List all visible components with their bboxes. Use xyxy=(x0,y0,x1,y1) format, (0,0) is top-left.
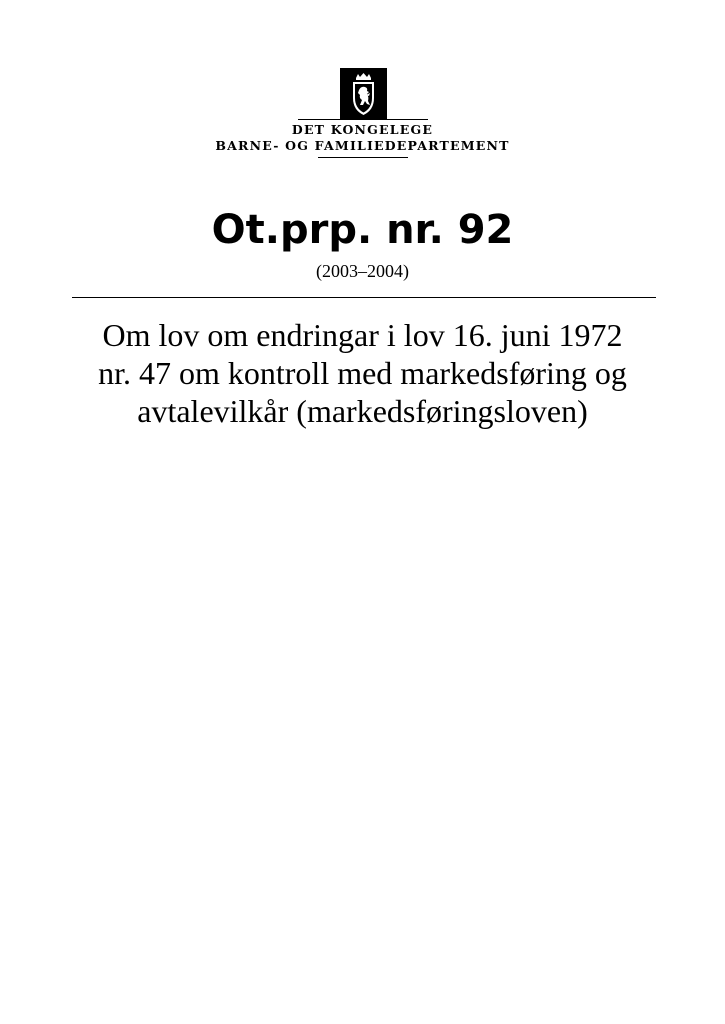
department-name-line1: DET KONGELEGE xyxy=(291,122,434,137)
crest-bottom-rule xyxy=(318,157,408,158)
subject-line-2: nr. 47 om kontroll med markedsføring og xyxy=(98,355,627,391)
subject-line-1: Om lov om endringar i lov 16. juni 1972 xyxy=(102,317,623,353)
session-years: (2003–2004) xyxy=(316,261,409,281)
document-subject xyxy=(62,316,663,430)
crest-top-rule xyxy=(298,119,428,120)
norwegian-coat-of-arms-icon xyxy=(340,68,387,120)
title-divider xyxy=(72,297,656,298)
document-number: Ot.prp. nr. 92 xyxy=(211,207,514,253)
department-name-line2: BARNE- OG FAMILIEDEPARTEMENT xyxy=(215,138,510,153)
subject-line-3: avtalevilkår (markedsføringsloven) xyxy=(137,393,588,429)
